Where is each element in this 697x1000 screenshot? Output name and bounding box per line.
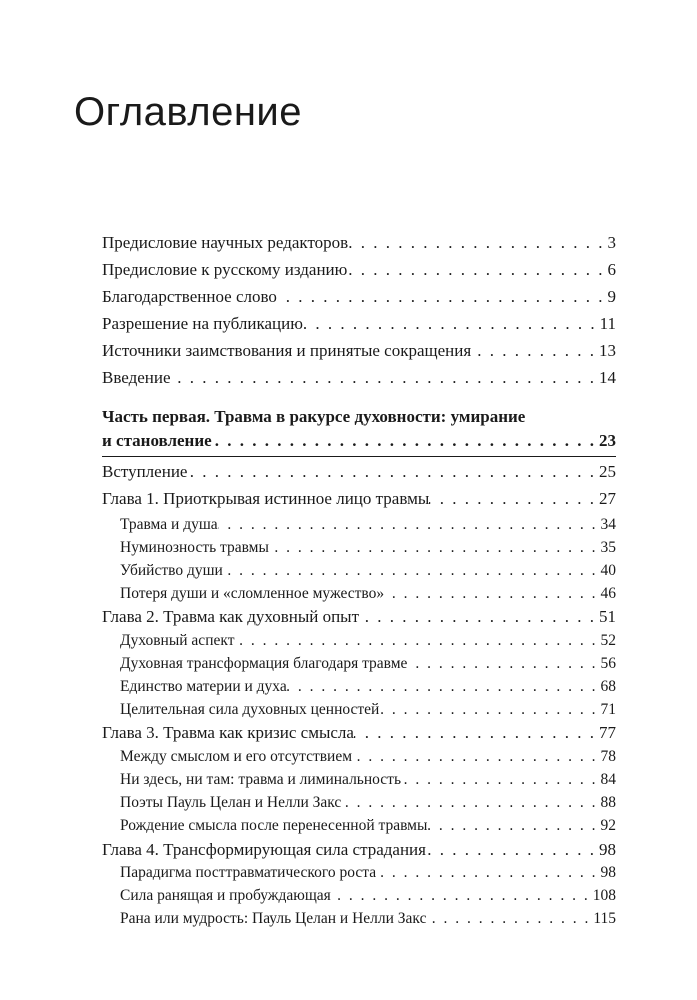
toc-entry-label: Сила ранящая и пробуждающая bbox=[120, 887, 331, 904]
dot-leader bbox=[352, 747, 600, 767]
toc-entry-section[interactable] bbox=[120, 515, 616, 535]
toc-entry-acknowledgements[interactable] bbox=[102, 287, 616, 307]
dot-leader bbox=[376, 863, 600, 883]
dot-leader bbox=[277, 287, 608, 307]
toc-entry-section[interactable] bbox=[120, 700, 616, 720]
toc-page-number: 115 bbox=[593, 910, 616, 927]
toc-entry-label: Разрешение на публикацию bbox=[102, 314, 303, 333]
dot-leader bbox=[354, 723, 599, 743]
dot-leader bbox=[348, 233, 607, 253]
toc-entry-label: Травма и душа bbox=[120, 516, 218, 533]
toc-page-number: 52 bbox=[600, 632, 616, 649]
dot-leader bbox=[234, 631, 600, 651]
dot-leader bbox=[426, 840, 599, 860]
toc-entry-label: Введение bbox=[102, 368, 171, 387]
toc-entry-section[interactable] bbox=[120, 770, 616, 790]
toc-entry-section[interactable] bbox=[120, 677, 616, 697]
toc-entry-label: Ни здесь, ни там: травма и лиминальность bbox=[120, 771, 402, 788]
toc-page-number: 88 bbox=[600, 794, 616, 811]
dot-leader bbox=[331, 886, 593, 906]
toc-page-number: 98 bbox=[600, 864, 616, 881]
toc-entry-chapter-3[interactable] bbox=[102, 723, 616, 743]
toc-entry-section[interactable] bbox=[120, 654, 616, 674]
toc-entry-label: Потеря души и «сломленное мужество» bbox=[120, 585, 385, 602]
dot-leader bbox=[471, 341, 599, 361]
toc-entry-label: Глава 1. Приоткрывая истинное лицо травмы bbox=[102, 489, 430, 508]
dot-leader bbox=[401, 770, 600, 790]
part-title-line-1: Часть первая. Травма в ракурсе духовности: умирание bbox=[102, 407, 526, 426]
dot-leader bbox=[187, 462, 599, 482]
toc-page-number: 23 bbox=[599, 431, 616, 450]
dot-leader bbox=[303, 314, 600, 334]
toc-entry-label: Рана или мудрость: Пауль Целан и Нелли Закс bbox=[120, 910, 427, 927]
toc-entry-section[interactable] bbox=[120, 863, 616, 883]
toc-entry-label: Убийство души bbox=[120, 562, 223, 579]
toc-page-number: 11 bbox=[599, 314, 616, 333]
toc-page-number: 77 bbox=[599, 723, 616, 742]
toc-page-number: 9 bbox=[607, 287, 616, 306]
toc-entry-section[interactable] bbox=[120, 561, 616, 581]
toc-entry-chapter-2[interactable] bbox=[102, 607, 616, 627]
toc-entry-label: Глава 2. Травма как духовный опыт bbox=[102, 607, 360, 626]
dot-leader bbox=[223, 561, 601, 581]
dot-leader bbox=[426, 909, 593, 929]
dot-leader bbox=[384, 584, 600, 604]
toc-entry-label: Духовная трансформация благодаря травме bbox=[120, 655, 408, 672]
toc-entry-section[interactable] bbox=[120, 584, 616, 604]
toc-entry-label: Предисловие научных редакторов bbox=[102, 233, 349, 252]
toc-entry-editors-preface[interactable] bbox=[102, 233, 616, 253]
toc-page-number: 71 bbox=[600, 701, 616, 718]
dot-leader bbox=[218, 515, 601, 535]
toc-entry-permission[interactable] bbox=[102, 314, 616, 334]
dot-leader bbox=[341, 793, 600, 813]
toc-entry-russian-preface[interactable] bbox=[102, 260, 616, 280]
toc-page-number: 27 bbox=[599, 489, 616, 508]
toc-entry-label: Вступление bbox=[102, 462, 188, 481]
toc-entry-label: Поэты Пауль Целан и Нелли Закс bbox=[120, 794, 342, 811]
toc-entry-label: Парадигма посттравматического роста bbox=[120, 864, 377, 881]
dot-leader bbox=[347, 260, 607, 280]
toc-page-number: 25 bbox=[599, 462, 616, 481]
toc-entry-label: Духовный аспект bbox=[120, 632, 235, 649]
toc-entry-section[interactable] bbox=[120, 747, 616, 767]
toc-entry-label: Источники заимствования и принятые сокращения bbox=[102, 341, 472, 360]
dot-leader bbox=[212, 431, 599, 451]
toc-page-number: 68 bbox=[600, 678, 616, 695]
dot-leader bbox=[429, 489, 599, 509]
dot-leader bbox=[359, 607, 599, 627]
toc-entry-label: Глава 3. Травма как кризис смысла bbox=[102, 723, 354, 742]
toc-page-number: 3 bbox=[607, 233, 616, 252]
toc-entry-label: Целительная сила духовных ценностей bbox=[120, 701, 380, 718]
toc-entry-sources[interactable] bbox=[102, 341, 616, 361]
toc-entry-label: Глава 4. Трансформирующая сила страдания bbox=[102, 840, 426, 859]
toc-entry-label: Между смыслом и его отсутствием bbox=[120, 748, 353, 765]
toc-entry-section[interactable] bbox=[120, 886, 616, 906]
toc-page-number: 6 bbox=[607, 260, 616, 279]
toc-page-number: 98 bbox=[599, 840, 616, 859]
toc-page-number: 56 bbox=[600, 655, 616, 672]
toc-entry-part-intro[interactable] bbox=[102, 462, 616, 482]
dot-leader bbox=[427, 816, 600, 836]
toc-entry-label: и становление bbox=[102, 431, 212, 450]
dot-leader bbox=[269, 538, 601, 558]
toc-page-number: 14 bbox=[599, 368, 616, 387]
toc-entry-label: Предисловие к русскому изданию bbox=[102, 260, 348, 279]
toc-entry-part-one[interactable] bbox=[102, 431, 616, 451]
toc-entry-section[interactable] bbox=[120, 793, 616, 813]
toc-entry-label: Единство материи и духа bbox=[120, 678, 287, 695]
toc-page-number: 46 bbox=[600, 585, 616, 602]
toc-entry-section[interactable] bbox=[120, 538, 616, 558]
toc-page-number: 51 bbox=[599, 607, 616, 626]
toc-entry-label: Благодарственное слово bbox=[102, 287, 277, 306]
toc-page-number: 92 bbox=[600, 817, 616, 834]
toc-entry-section[interactable] bbox=[120, 909, 616, 929]
dot-leader bbox=[379, 700, 600, 720]
toc-entry-section[interactable] bbox=[120, 816, 616, 836]
toc-page-number: 35 bbox=[600, 539, 616, 556]
toc-page-number: 13 bbox=[599, 341, 616, 360]
toc-entry-introduction[interactable] bbox=[102, 368, 616, 388]
toc-entry-section[interactable] bbox=[120, 631, 616, 651]
toc-page-number: 40 bbox=[600, 562, 616, 579]
toc-entry-label: Нуминозность травмы bbox=[120, 539, 269, 556]
page-title: Оглавление bbox=[74, 90, 303, 134]
toc-entry-chapter-1[interactable] bbox=[102, 489, 616, 509]
dot-leader bbox=[171, 368, 599, 388]
dot-leader bbox=[287, 677, 601, 697]
toc-entry-label: Рождение смысла после перенесенной травмы bbox=[120, 817, 428, 834]
dot-leader bbox=[407, 654, 600, 674]
toc-page-number: 108 bbox=[592, 887, 616, 904]
toc-entry-chapter-4[interactable] bbox=[102, 840, 616, 860]
part-divider bbox=[102, 456, 616, 457]
toc-page-number: 34 bbox=[600, 516, 616, 533]
toc-page-number: 84 bbox=[600, 771, 616, 788]
toc-page-number: 78 bbox=[600, 748, 616, 765]
